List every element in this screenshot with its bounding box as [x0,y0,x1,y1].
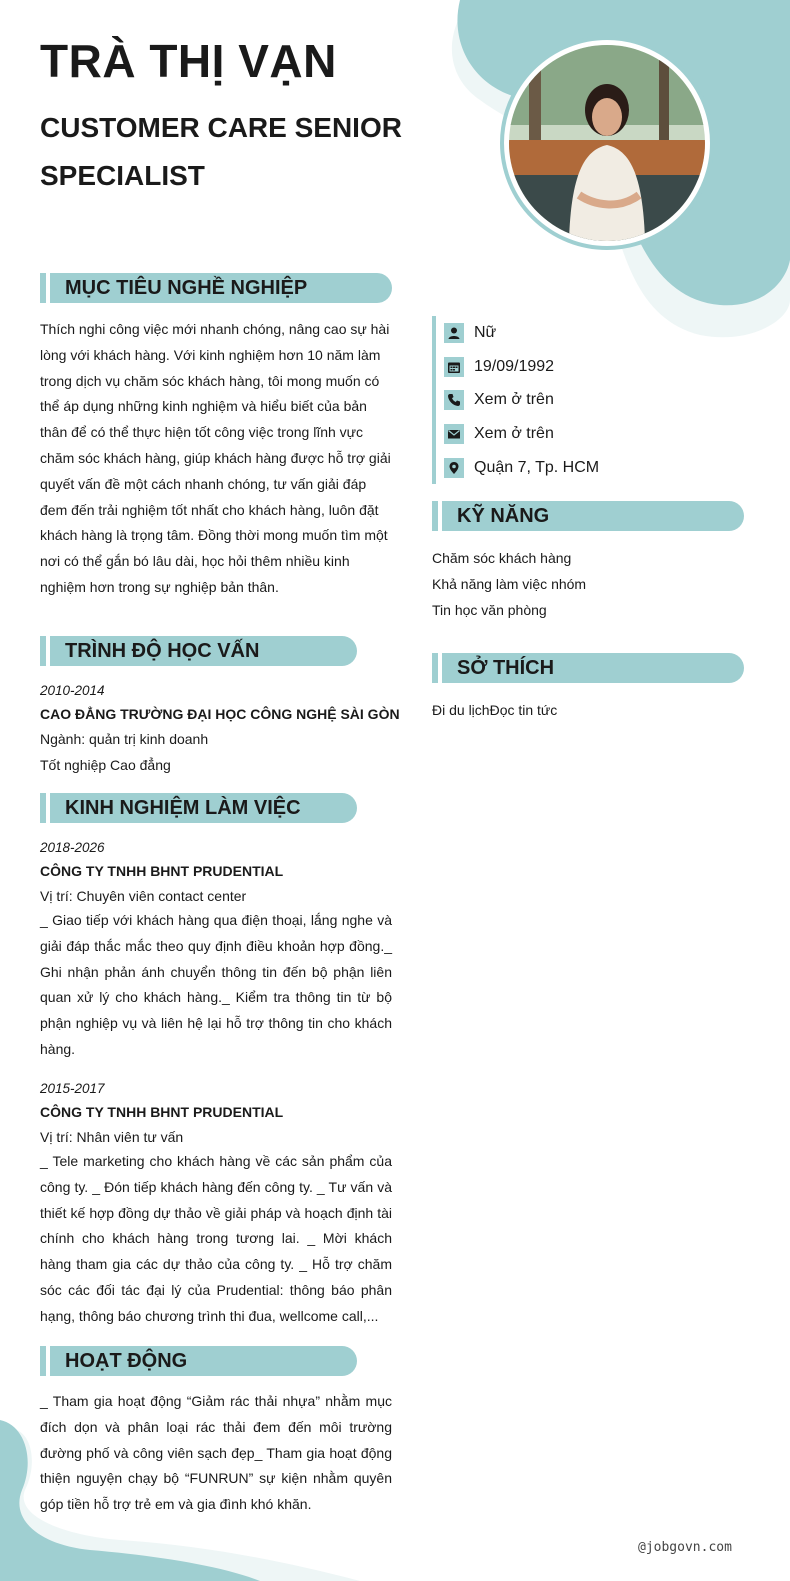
education-result: Tốt nghiệp Cao đẳng [40,757,171,773]
activities-heading-label: HOẠT ĐỘNG [65,1349,188,1372]
experience-company: CÔNG TY TNHH BHNT PRUDENTIAL [40,1104,284,1120]
contact-address: Quận 7, Tp. HCM [474,458,600,476]
location-icon [444,458,464,478]
person-icon [444,323,464,343]
skills-heading [432,501,744,531]
contact-birthday: 19/09/1992 [474,357,555,375]
contact-row-email [444,417,744,451]
activities-text: _ Tham gia hoạt động “Giảm rác thải nhựa” nhằm mục đích dọn và phân loại rác thải đem đến môi trường đường phố và công viên sạch đẹp_ Tham gia hoạt động thiện nguyện chạy bộ “FUNRUN” sự kiện nhằm quyên góp tiền hỗ trợ trẻ em và gia đình khó khăn. [40,1393,392,1513]
email-icon [444,424,464,444]
profile-photo-frame [500,36,714,250]
education-major: Ngành: quản trị kinh doanh [40,731,209,747]
contact-gender: Nữ [474,323,497,341]
skill-item: Khả năng làm việc nhóm [432,576,587,592]
skill-item: Tin học văn phòng [432,602,547,618]
experience-company: CÔNG TY TNHH BHNT PRUDENTIAL [40,863,284,879]
contact-phone: Xem ở trên [474,391,554,409]
phone-icon [444,390,464,410]
candidate-name: TRÀ THỊ VẠN [40,35,337,87]
hobbies-text: Đi du lịchĐọc tin tức [432,702,558,718]
experience-heading-label: KINH NGHIỆM LÀM VIỆC [65,796,301,819]
contact-row-birthday [444,350,744,384]
job-title: CUSTOMER CARE SENIOR SPECIALIST [40,112,402,191]
experience-period: 2015-2017 [40,1081,105,1096]
hobbies-heading [432,653,744,683]
education-school: CAO ĐẲNG TRƯỜNG ĐẠI HỌC CÔNG NGHỆ SÀI GÒN [40,706,400,722]
experience-description: _ Tele marketing cho khách hàng về các sản phẩm của công ty. _ Đón tiếp khách hàng đến công ty. _ Tư vấn và thiết kế hợp đồng dự thảo về giải pháp và hoạch định tài chính cho khách hàng trong tương lai. _ Mời khách hàng tham gia các dự thảo của công ty. _ Hỗ trợ chăm sóc các đối tác đại lý của Prudential: thông báo phân hạng, thông báo chương trình thi đua, wellcome call,... [40,1153,392,1324]
skills-heading-label: KỸ NĂNG [457,504,550,527]
experience-heading [40,793,357,823]
objective-heading [40,273,392,303]
contact-list [432,316,744,484]
skill-item: Chăm sóc khách hàng [432,550,572,566]
objective-text: Thích nghi công việc mới nhanh chóng, nâng cao sự hài lòng với khách hàng. Với kinh nghiệm hơn 10 năm làm trong dịch vụ chăm sóc khách hàng, tôi mong muốn có thể áp dụng những kinh nghiệm và hiểu biết của bản thân để có thể thực hiện tốt công việc trong lĩnh vực chăm sóc khách hàng, giúp khách hàng được hỗ trợ giải quyết vấn đề một cách nhanh chóng, tư vấn giải đáp đem đến trải nghiệm tốt nhất cho khách hàng, luôn đặt khách hàng là trọng tâm. Đồng thời mong muốn tìm một nơi có thể gắn bó lâu dài, học hỏi thêm nhiều kinh nghiệm hơn trong sự nghiệp bản thân. [40,321,391,595]
objective-heading-label: MỤC TIÊU NGHỀ NGHIỆP [65,276,308,299]
education-period: 2010-2014 [40,683,105,698]
footer-watermark: @jobgovn.com [638,1540,732,1555]
contact-email: Xem ở trên [474,424,554,442]
activities-heading [40,1346,357,1376]
profile-photo [509,45,705,241]
contact-row-phone [444,383,744,417]
contact-row-address [444,451,744,485]
education-heading [40,636,357,666]
hobbies-heading-label: SỞ THÍCH [457,656,555,679]
experience-period: 2018-2026 [40,840,105,855]
calendar-icon [444,357,464,377]
contact-row-gender [444,316,744,350]
experience-description: _ Giao tiếp với khách hàng qua điện thoại, lắng nghe và giải đáp thắc mắc theo quy định điều khoản hợp đồng._ Ghi nhận phản ánh chuyển thông tin đến bộ phận liên quan xử lý cho khách hàng._ Kiểm tra thông tin từ bộ phận nghiệp vụ và liên hệ lại hỗ trợ thông tin cho khách hàng. [40,912,392,1057]
experience-position: Vị trí: Chuyên viên contact center [40,888,247,904]
experience-position: Vị trí: Nhân viên tư vấn [40,1129,184,1145]
education-heading-label: TRÌNH ĐỘ HỌC VẤN [65,639,260,662]
